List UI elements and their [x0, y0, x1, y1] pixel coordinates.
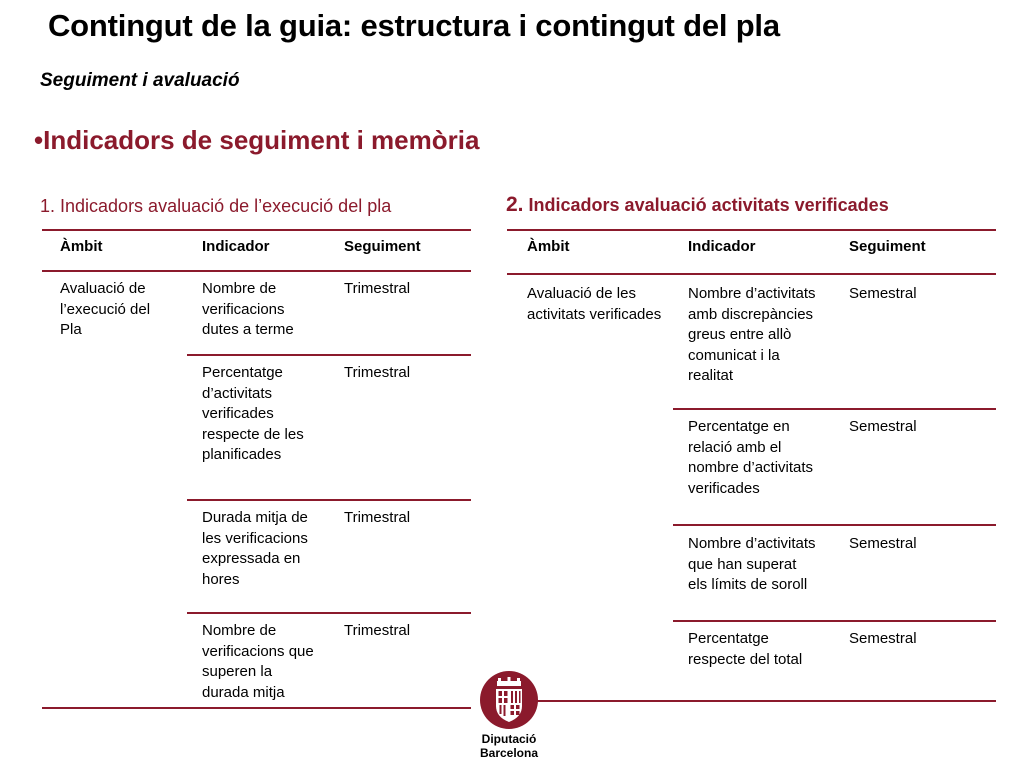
table1-row3-seguiment: Trimestral: [344, 509, 411, 526]
table2-header-seguiment: Seguiment: [849, 238, 926, 255]
table2-row2-seguiment: Semestral: [849, 418, 917, 435]
table1-row4-indicador: Nombre de verificacions que superen la durada mitja: [202, 622, 314, 701]
logo-line2: Barcelona: [479, 746, 539, 760]
table2-row4-seguiment: Semestral: [849, 630, 917, 647]
table2-row4-indicador: Percentatge respecte del total: [688, 630, 803, 668]
table1-header-rule: [42, 270, 471, 272]
table1-title: 1. Indicadors avaluació de l’execució del pla: [40, 196, 392, 216]
table1-row-rule: [187, 612, 471, 614]
table2-title-number: 2.: [506, 193, 524, 216]
table1-top-rule: [42, 229, 471, 231]
diputacio-logo: [476, 670, 542, 760]
table2-top-rule: [507, 229, 996, 231]
page-title: Contingut de la guia: estructura i contingut del pla: [48, 8, 780, 43]
table1-row-rule: [187, 354, 471, 356]
table2-row-rule: [673, 620, 996, 622]
table2-row-rule: [673, 524, 996, 526]
table1-header-ambit: Àmbit: [60, 238, 103, 255]
table2-title-text: Indicadors avaluació activitats verificades: [528, 195, 889, 215]
logo-line1: Diputació: [481, 732, 537, 746]
table1-row4-seguiment: Trimestral: [344, 622, 411, 639]
table2-ambit-cell: Avaluació de les activitats verificades: [527, 285, 662, 323]
table2-row3-indicador: Nombre d’activitats que han superat els límits de soroll: [688, 535, 816, 593]
table2-header-indicador: Indicador: [688, 238, 756, 255]
table2-row1-seguiment: Semestral: [849, 285, 917, 302]
table2-header-ambit: Àmbit: [527, 238, 570, 255]
table1-header-seguiment: Seguiment: [344, 238, 421, 255]
table2-bottom-rule: [507, 700, 996, 702]
section-subtitle: Seguiment i avaluació: [40, 70, 240, 91]
table1-ambit-cell: Avaluació de l’execució del Pla: [60, 280, 151, 338]
table1-row1-indicador: Nombre de verificacions dutes a terme: [202, 280, 294, 338]
table1-row3-indicador: Durada mitja de les verificacions expressada en hores: [202, 509, 308, 588]
diputacio-barcelona-shield-icon: [479, 670, 539, 730]
table2-row-rule: [673, 408, 996, 410]
table1-bottom-rule: [42, 707, 471, 709]
table1-row1-seguiment: Trimestral: [344, 280, 411, 297]
table1-row2-seguiment: Trimestral: [344, 364, 411, 381]
table1-row2-indicador: Percentatge d’activitats verificades respecte de les planificades: [202, 364, 304, 463]
bullet-heading: •Indicadors de seguiment i memòria: [34, 125, 480, 155]
table2-title: [506, 193, 889, 217]
table2-header-rule: [507, 273, 996, 275]
table1-header-indicador: Indicador: [202, 238, 270, 255]
table1-row-rule: [187, 499, 471, 501]
table2-row1-indicador: Nombre d’activitats amb discrepàncies greus entre allò comunicat i la realitat: [688, 285, 816, 384]
table2-row3-seguiment: Semestral: [849, 535, 917, 552]
table2-row2-indicador: Percentatge en relació amb el nombre d’activitats verificades: [688, 418, 814, 497]
